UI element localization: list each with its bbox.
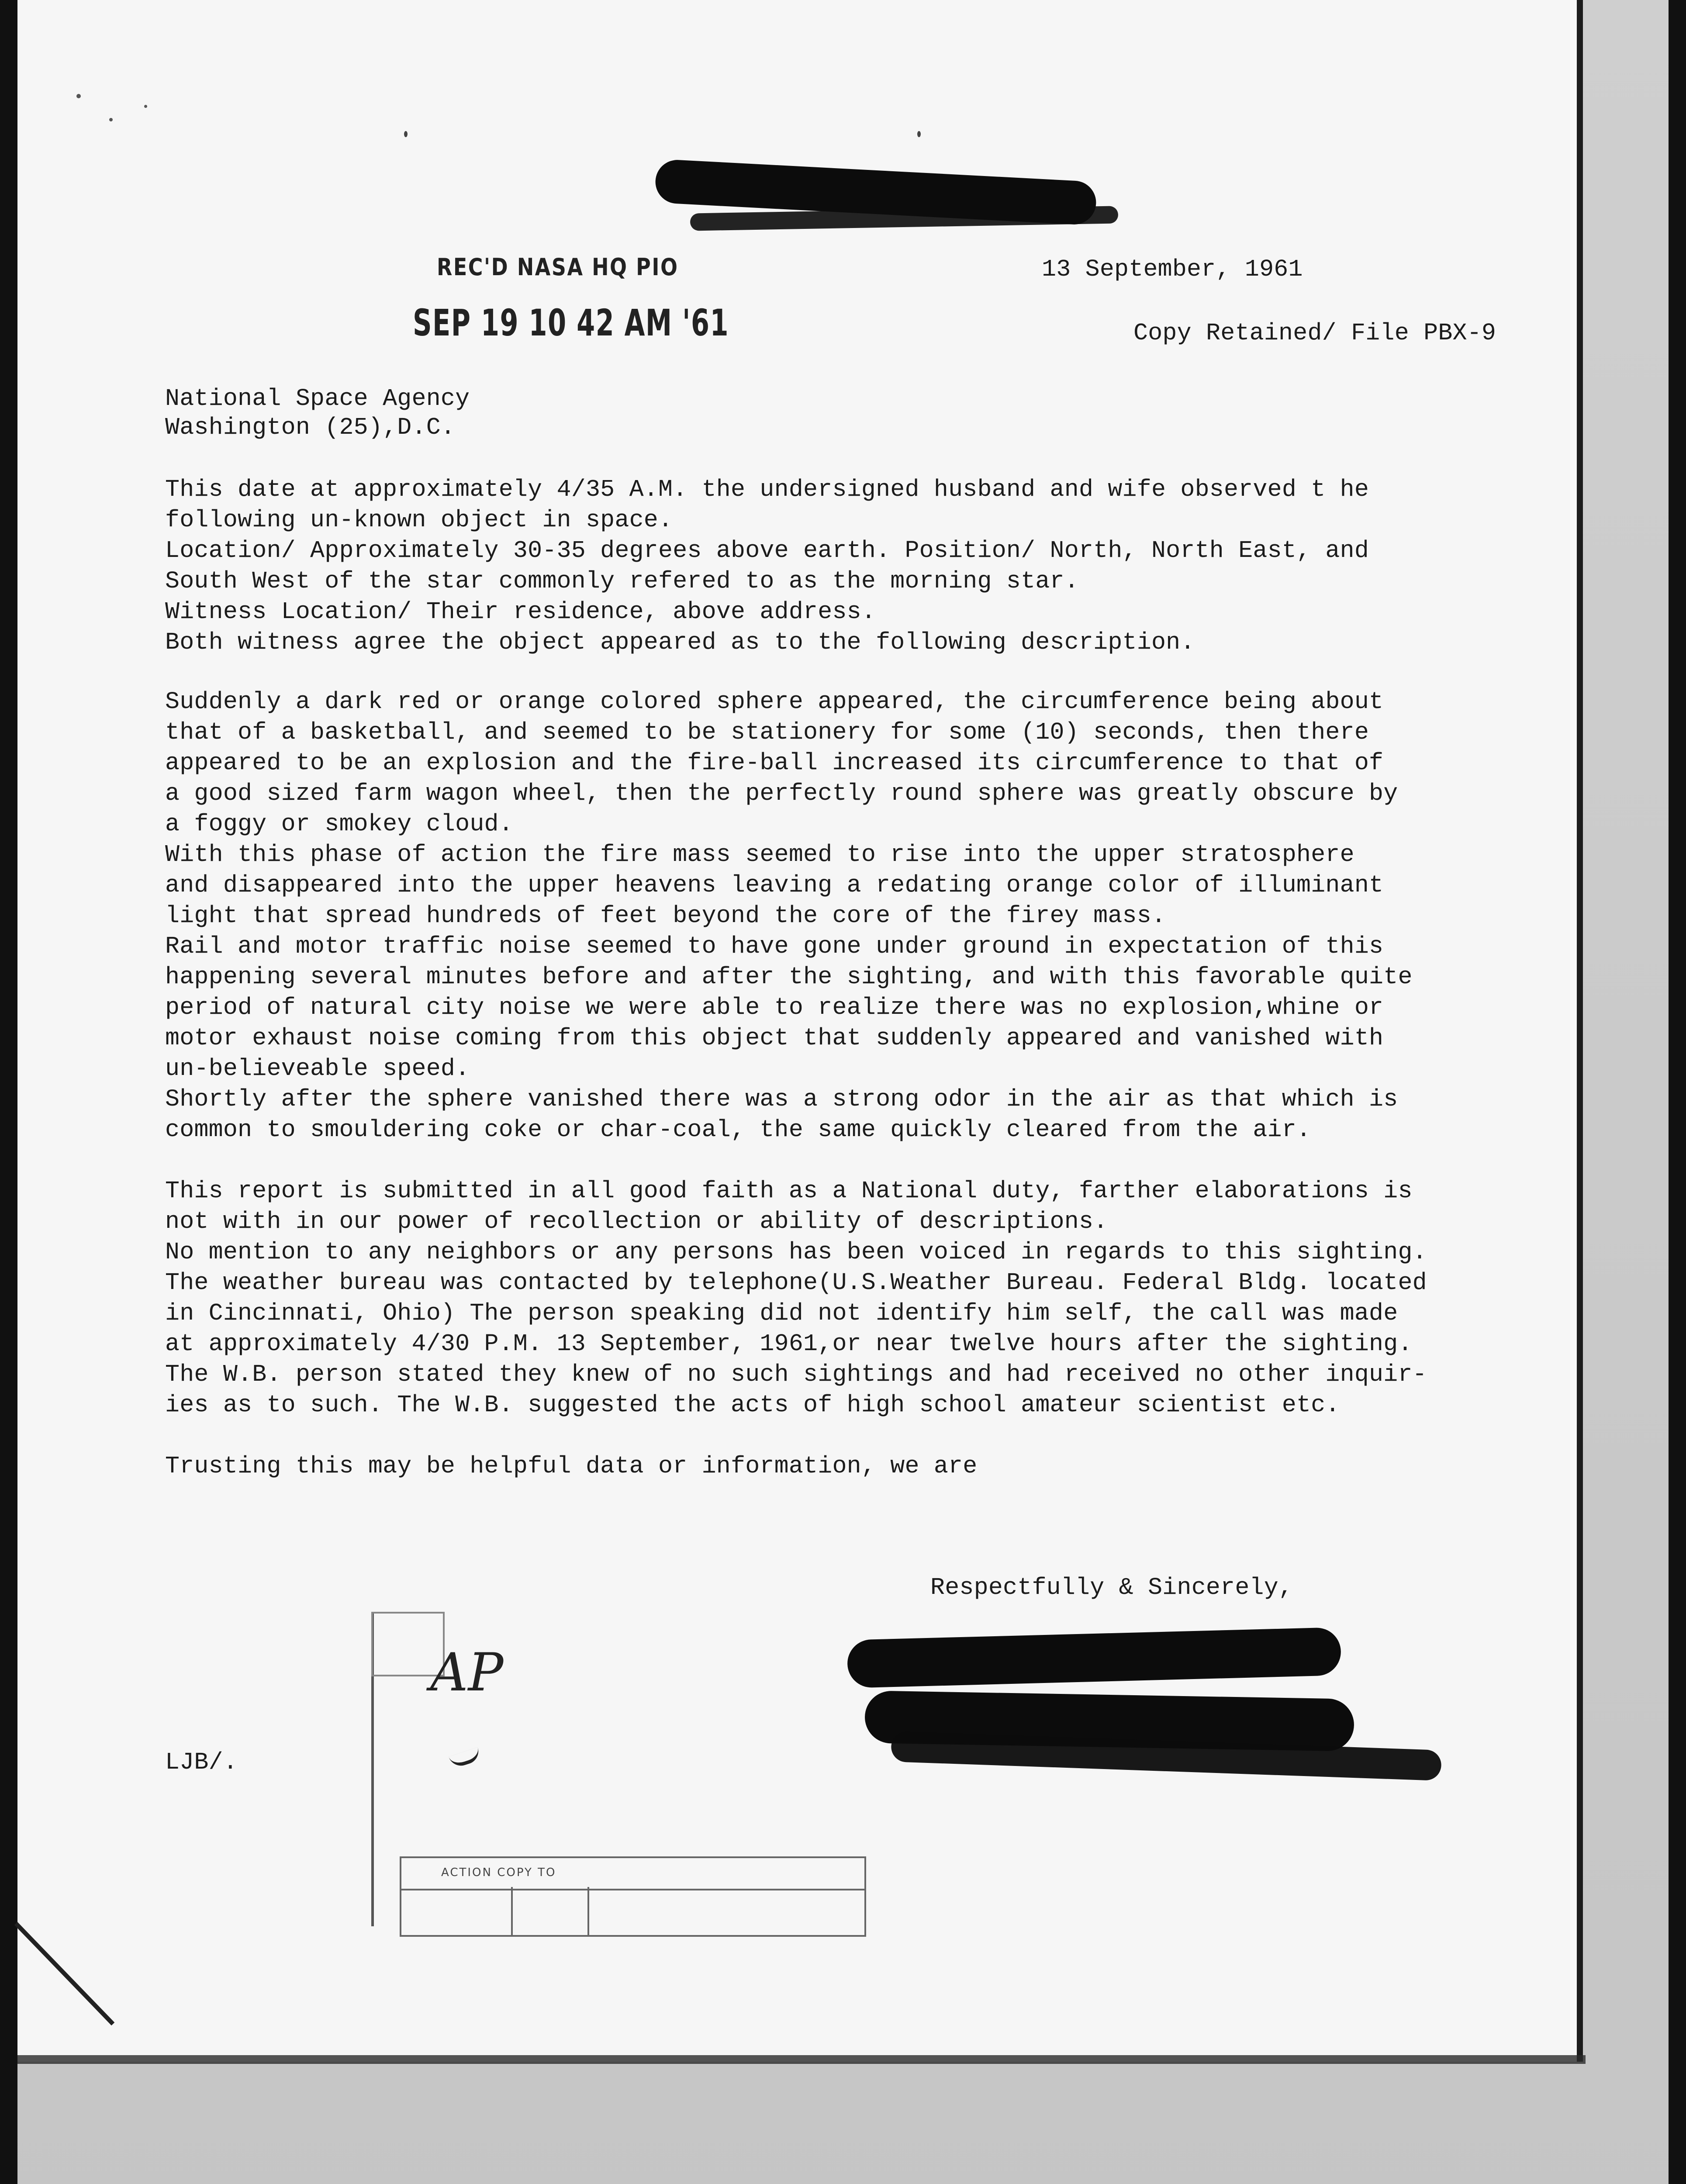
routing-row-lower [400, 1887, 866, 1937]
text-line: The weather bureau was contacted by telephone(U.S.Weather Bureau. Federal Bldg. located [165, 1269, 1427, 1296]
text-line: Shortly after the sphere vanished there was a strong odor in the air as that which is [165, 1085, 1398, 1113]
text-line: The W.B. person stated they knew of no such sightings and had received no other inquir- [165, 1361, 1427, 1388]
text-line: a good sized farm wagon wheel, then the perfectly round sphere was greatly obscure by [165, 780, 1398, 807]
text-line: not with in our power of recollection or ability of descriptions. [165, 1208, 1108, 1235]
sheet-edge-shadow [17, 2055, 1586, 2064]
text-line: a foggy or smokey cloud. [165, 810, 513, 838]
typist-initials: LJB/. [165, 1749, 238, 1776]
text-line: Suddenly a dark red or orange colored sphere appeared, the circumference being about [165, 688, 1384, 715]
speck [109, 118, 113, 121]
routing-divider-2 [587, 1887, 589, 1935]
text-line: appeared to be an explosion and the fire-ball increased its circumference to that of [165, 749, 1384, 777]
speck [144, 105, 147, 108]
text-line: ies as to such. The W.B. suggested the acts of high school amateur scientist etc. [165, 1391, 1340, 1419]
received-stamp: REC'D NASA HQ PIO [437, 253, 679, 281]
speck [917, 131, 921, 137]
text-line: following un-known object in space. [165, 506, 673, 534]
letter-date: 13 September, 1961 [1042, 256, 1303, 283]
text-line: that of a basketball, and seemed to be stationery for some (10) seconds, then there [165, 719, 1369, 746]
complimentary-close: Respectfully & Sincerely, [930, 1574, 1293, 1601]
closing-paragraph: Trusting this may be helpful data or information, we are [165, 1452, 978, 1480]
text-line: This date at approximately 4/35 A.M. the undersigned husband and wife observed t he [165, 476, 1369, 503]
text-line: motor exhaust noise coming from this object that suddenly appeared and vanished with [165, 1024, 1384, 1052]
text-line: in Cincinnati, Ohio) The person speaking did not identify him self, the call was made [165, 1299, 1398, 1327]
speck [76, 94, 81, 98]
text-line: Location/ Approximately 30-35 degrees above earth. Position/ North, North East, and [165, 537, 1369, 564]
text-line: Rail and motor traffic noise seemed to have gone under ground in expectation of this [165, 933, 1384, 960]
routing-divider-1 [511, 1887, 513, 1935]
text-line: common to smouldering coke or char-coal, the same quickly cleared from the air. [165, 1116, 1311, 1144]
text-line: Witness Location/ Their residence, above address. [165, 598, 876, 625]
received-datetime-stamp: SEP 19 10 42 AM '61 [413, 301, 729, 344]
text-line: No mention to any neighbors or any persons has been voiced in regards to this sighting. [165, 1238, 1427, 1266]
text-line: This report is submitted in all good faith as a National duty, farther elaborations is [165, 1177, 1413, 1205]
text-line: light that spread hundreds of feet beyond the core of the firey mass. [165, 902, 1166, 930]
file-reference: Copy Retained/ File PBX-9 [1133, 319, 1496, 347]
text-line: at approximately 4/30 P.M. 13 September, 1961,or near twelve hours after the sighting. [165, 1330, 1413, 1358]
text-line: un-believeable speed. [165, 1055, 470, 1082]
addressee-line-2: Washington (25),D.C. [165, 414, 456, 441]
routing-field-label: ACTION COPY TO [441, 1866, 556, 1879]
addressee-line-1: National Space Agency [165, 385, 470, 412]
text-line: South West of the star commonly refered to as the morning star. [165, 567, 1079, 595]
text-line: With this phase of action the fire mass seemed to rise into the upper stratosphere [165, 841, 1354, 868]
text-line: happening several minutes before and after the sighting, and with this favorable quite [165, 963, 1413, 991]
text-line: period of natural city noise we were able to realize there was no explosion,whine or [165, 994, 1384, 1021]
speck [404, 131, 408, 137]
text-line: Both witness agree the object appeared as to the following description. [165, 629, 1195, 656]
text-line: and disappeared into the upper heavens leaving a redating orange color of illuminant [165, 871, 1384, 899]
routing-handwritten-initials: AP [430, 1642, 504, 1703]
